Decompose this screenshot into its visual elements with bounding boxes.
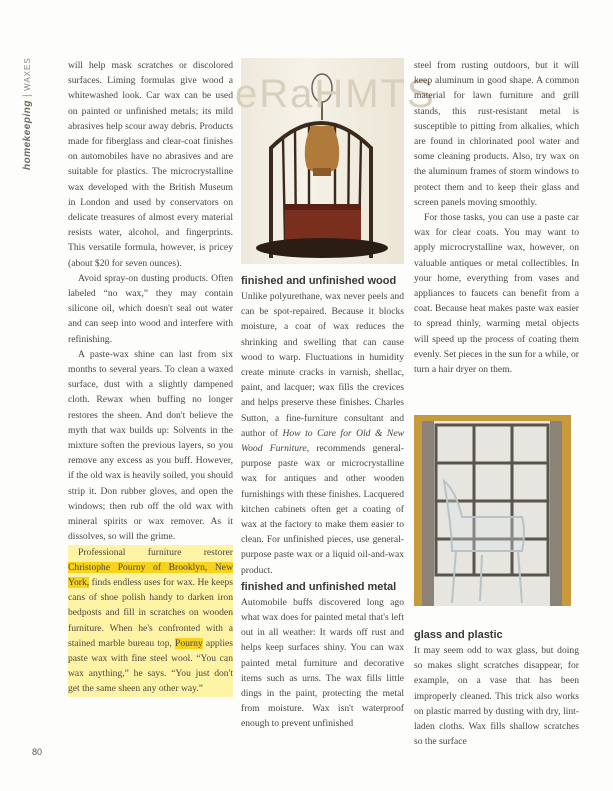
- col1-paragraph-2: Avoid spray-on dusting products. Often labeled “no wax,” they may contain silicone oil, which doesn't seal out water and can seep into wood and interfere with refinishing.: [68, 272, 233, 345]
- highlighted-name[interactable]: Christophe Pourny of Brooklyn, New York,: [68, 561, 233, 588]
- col1-paragraph-1: will help mask scratches or discolored surfaces. Liming formulas give wood a whitewashed look. Car wax can be used on painted or unfinished metals; its mild abrasives help scour away debris. Products made for fiberglass and clear-coat finishes on automobiles have no abrasives and are suitable for plastics. The microcrystalline wax developed with the British Museum in London and used by conservators on delicate treasures of almost every material resists water, alcohol, and fingerprints. This versatile formula, however, is pricey (about $20 for seven ounces).: [68, 60, 233, 269]
- window-background: [422, 421, 562, 606]
- heading-metal: finished and unfinished metal: [241, 580, 397, 593]
- heading-glass: glass and plastic: [414, 629, 503, 641]
- acrylic-chair-photo: [414, 415, 571, 606]
- restorer-intro-text: Professional furniture restorer: [78, 546, 233, 558]
- heading-wood: finished and unfinished wood: [241, 275, 397, 287]
- window-and-chair-illustration: [422, 421, 562, 606]
- col1-paragraph-3: A paste-wax shine can last from six months to several years. To clean a waxed surface, dust with a slightly dampened cloth. Rewax when buffing no longer restores the sheen. And don't believe the myth that wax builds up: Solvents in the mixture soften the previous layers, so you remove any excess as you buff. However, if the old wax is heavily soiled, you should strip it. Don rubber gloves, and open the windows; then rub off the old wax with mineral spirits or wax remover. As it dissolves, so will the grime.: [68, 348, 233, 543]
- glass-paragraph: It may seem odd to wax glass, but doing so makes slight scratches disappear, for example, on a vase that has been improperly cleaned. This trick also works on plastic marred by dusting with dry, lint-laden cloths. Wax fills shallow scratches so the surface: [414, 645, 579, 748]
- topic-label: WAXES: [23, 57, 32, 91]
- highlighted-surname[interactable]: Pourny: [175, 637, 203, 649]
- column-1: [68, 58, 233, 697]
- column-3-lower: [414, 626, 579, 749]
- wood-paragraph: [241, 289, 404, 578]
- chair-lamp-photo: [235, 58, 436, 264]
- restorer-quote-text: applies paste wax with fine steel wool. “You can wax anything,” he says. “You just don't get the same sheen any other way.”: [68, 637, 233, 695]
- col3-paragraph-2: For those tasks, you can use a paste car wax for clear coats. You may want to apply microcrystalline wax, however, on valuable antiques or metal collectibles. In your home, everything from vases and appliances to faucets can benefit from a coat. Because heat makes paste wax easier to spread thinly, warming metal objects will speed up the process of coating them evenly. Set pieces in the sun for a while, or turn a hair dryer on them.: [414, 212, 579, 376]
- running-head: [22, 50, 36, 170]
- book-title: How to Care for Old & New Wood Furniture: [241, 427, 404, 455]
- col3-paragraph-1: steel from rusting outdoors, but it will keep aluminum in good shape. A common material for lawn furniture and grill stands, this rust-resistant metal is susceptible to pitting from alkalies, which are found in chlorinated pool water and some cleaning products. Also, try wax on the aluminum frames of storm windows to protect them and to keep their glass and screen panels moving smoothly.: [414, 60, 579, 208]
- running-head-separator: |: [22, 93, 33, 98]
- column-2: [241, 272, 404, 732]
- section-label: homekeeping: [22, 100, 33, 170]
- column-3: [414, 58, 579, 377]
- metal-paragraph: Automobile buffs discovered long ago what wax does for painted metal that's left out in all weather: It wards off rust and helps keep surfaces shiny. You can wax painted metal furniture and decorative items such as urns. The wax fills little dings in the paint, protecting the metal from moisture. Wax isn't waterproof enough to prevent unfinished: [241, 596, 404, 730]
- restorer-body-text: finds endless uses for wax. He keeps cans of shoe polish handy to darken iron bedposts and fill in scratches on wooden furniture. When he's confronted with a stained marble bureau top,: [68, 576, 233, 649]
- highlighted-paragraph[interactable]: [68, 545, 233, 697]
- page-number: 80: [32, 747, 43, 757]
- photo-background-lettering: eRaHMTS: [235, 72, 436, 116]
- wood-text-end: , recommends general-purpose paste wax or microcrystalline wax for antiques and other wooden furnishings with these finishes. Lacquered kitchen cabinets often get a coating of wax at the factory to make them easier to clean. For unfinished pieces, use general-purpose paste wax or a liquid oil-and-wax product.: [241, 443, 404, 576]
- wood-text: Unlike polyurethane, wax never peels and can be spot-repaired. Because it blocks moisture, a coat of wax reduces the shrinking and swelling that can cause wood to warp. Fluctuations in humidity create minute cracks in varnish, shellac, paint, and lacquer; wax fills the crevices and helps preserve these finishes. Charles Sutton, a fine-furniture consultant and author of: [241, 291, 404, 439]
